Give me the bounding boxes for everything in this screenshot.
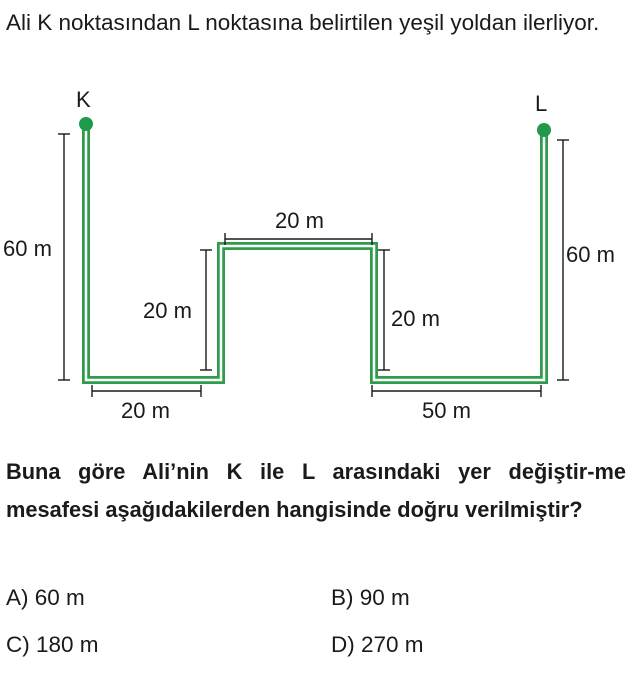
bottom-right-width-label: 50 m xyxy=(422,398,471,423)
option-b[interactable]: B) 90 m xyxy=(331,585,410,610)
end-dot xyxy=(537,123,551,137)
intro-text: Ali K noktasından L noktasına belirtilen yeşil yoldan ilerliyor. xyxy=(6,10,600,35)
bottom-left-width-label: 20 m xyxy=(121,398,170,423)
path-diagram xyxy=(0,78,633,438)
point-k-label: K xyxy=(76,87,91,112)
right-height-label: 60 m xyxy=(566,242,615,267)
green-path-outer xyxy=(86,126,544,380)
option-d[interactable]: D) 270 m xyxy=(331,632,424,657)
left-height-label: 60 m xyxy=(3,236,52,261)
point-l-label: L xyxy=(535,91,548,116)
top-width-label: 20 m xyxy=(275,208,324,233)
inner-left-height-label: 20 m xyxy=(143,298,192,323)
option-a[interactable]: A) 60 m xyxy=(6,585,85,610)
green-path-inner xyxy=(86,126,544,380)
option-c[interactable]: C) 180 m xyxy=(6,632,99,657)
question-text: Buna göre Ali’nin K ile L arasındaki yer değiştir-me mesafesi aşağıdakilerden hangisinde doğru verilmiştir? xyxy=(6,459,626,522)
start-dot xyxy=(79,117,93,131)
inner-right-height-label: 20 m xyxy=(391,306,440,331)
